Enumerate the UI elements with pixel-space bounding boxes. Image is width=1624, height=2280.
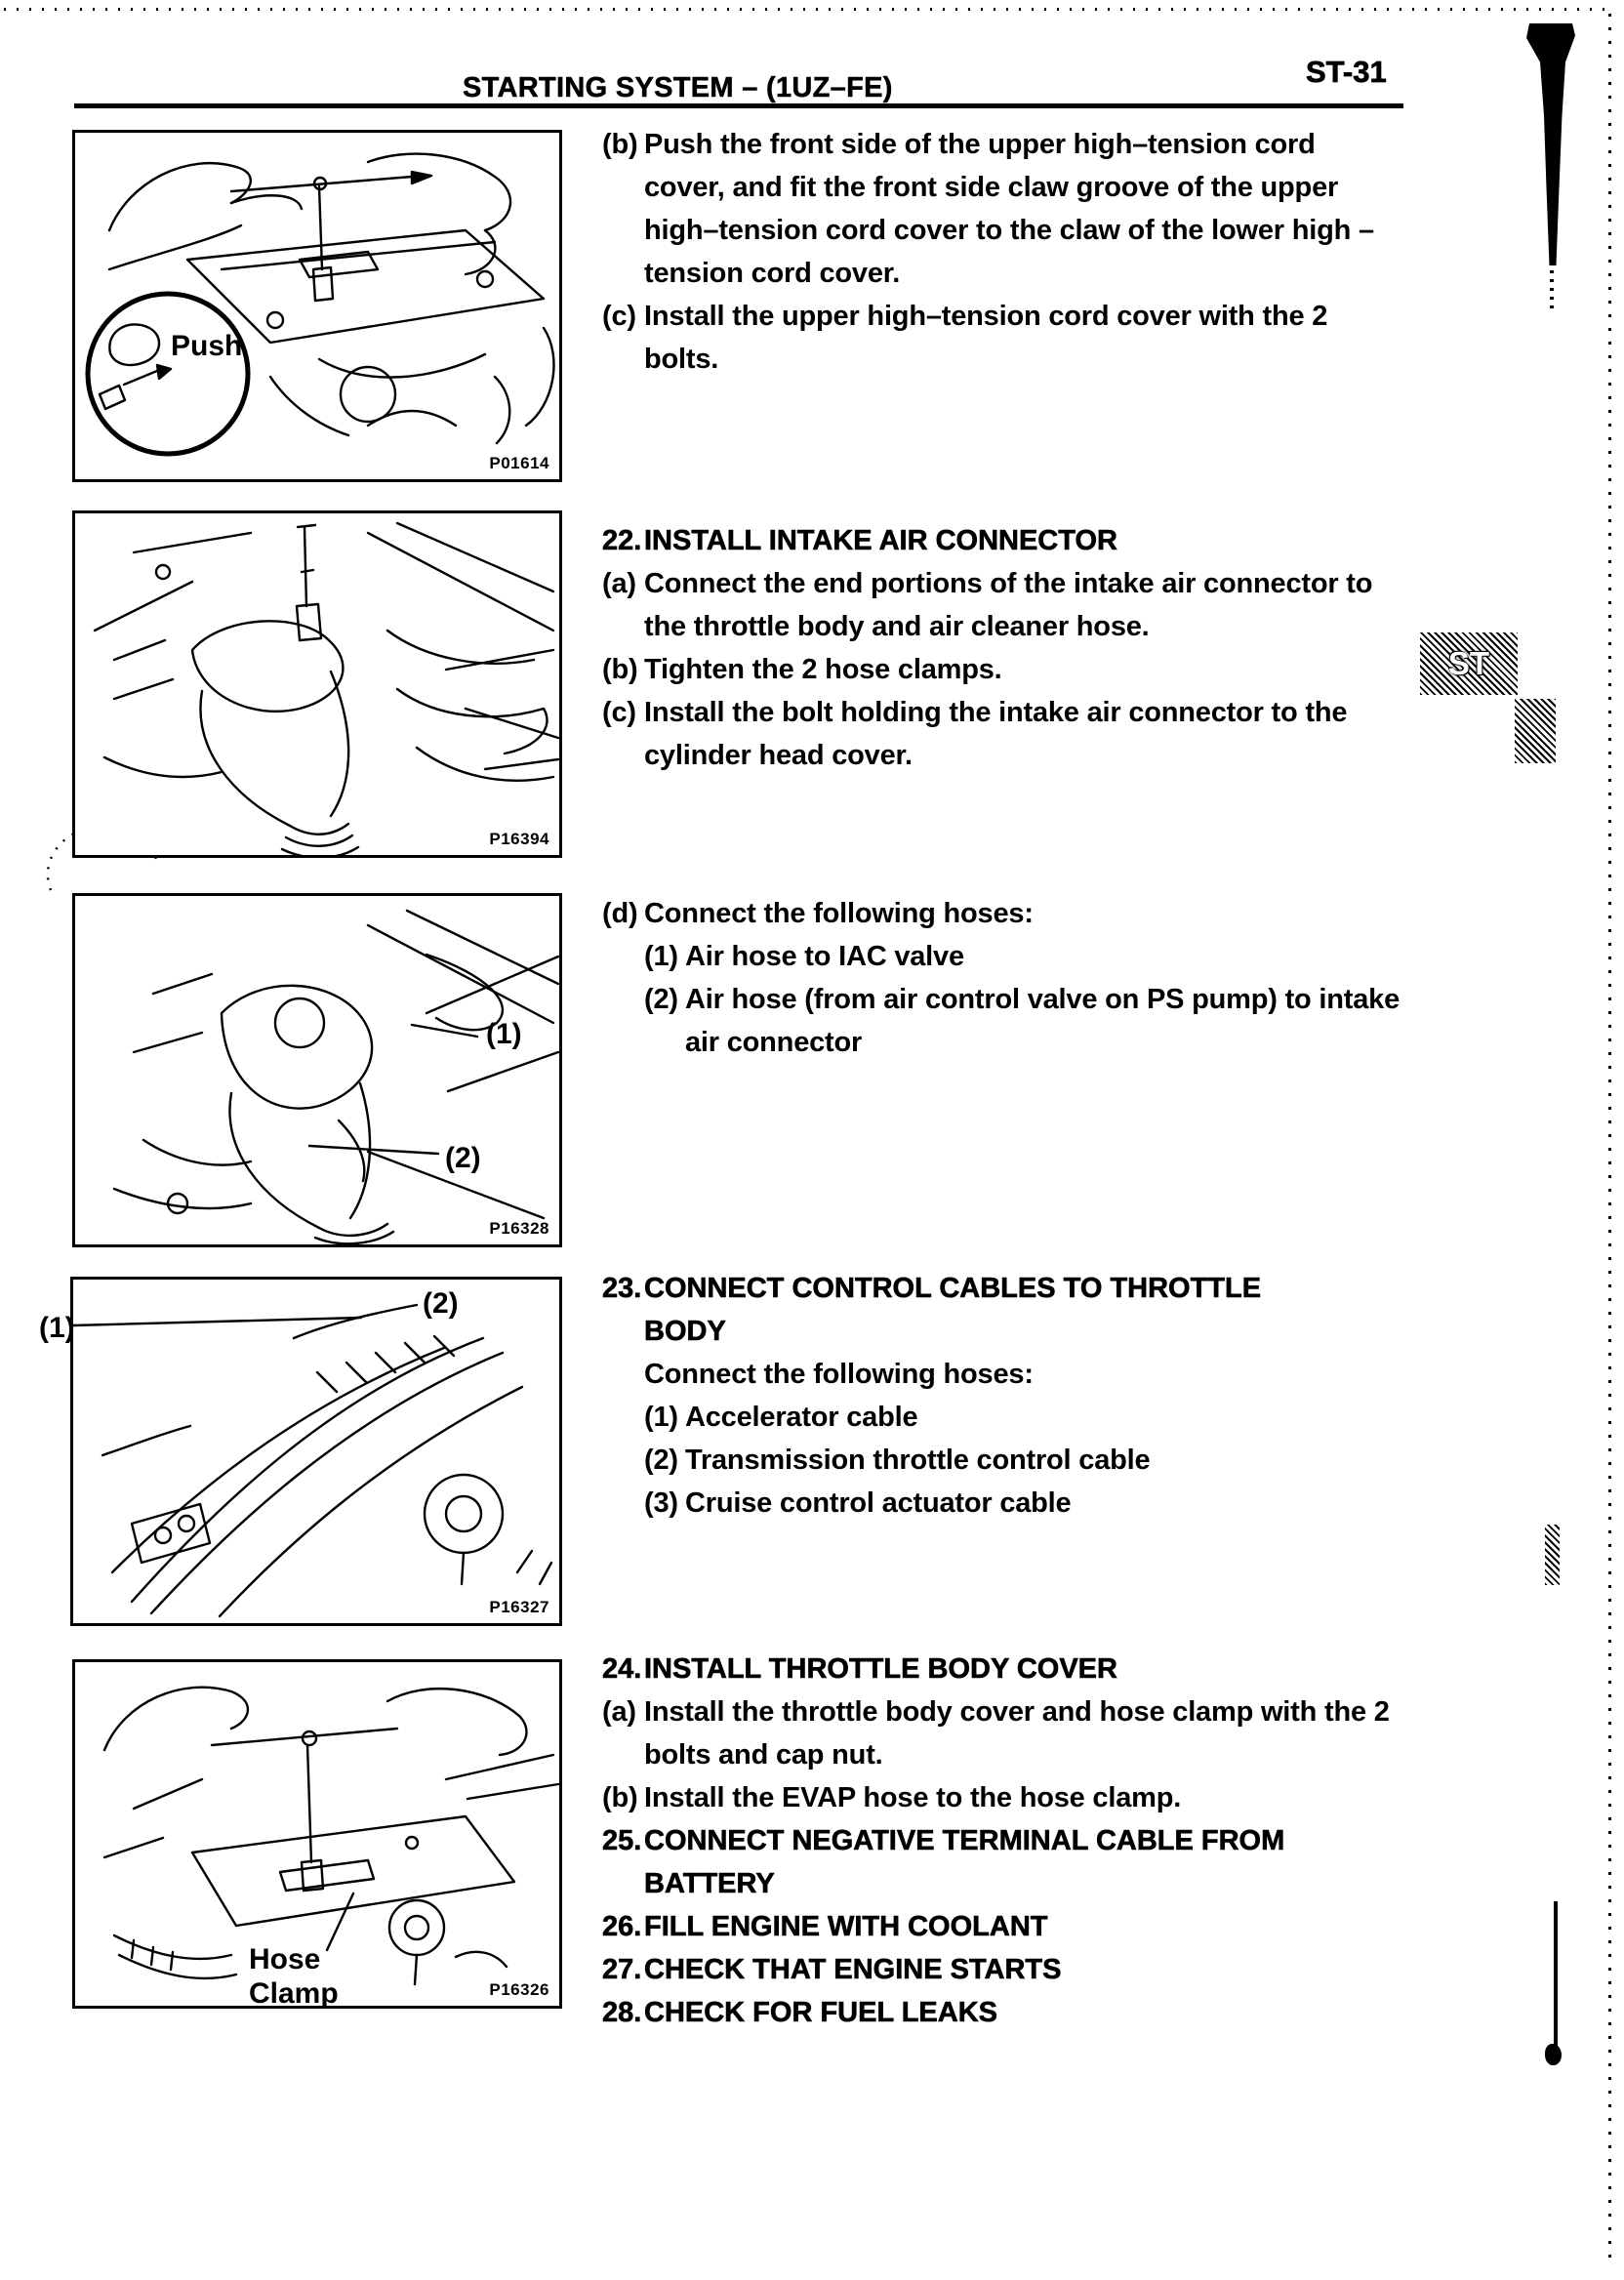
push-callout-label: Push [171,330,243,362]
item-marker: (b) [602,129,638,160]
item-marker: (1) [644,1402,678,1433]
figure-throttle-body-cover [72,1659,562,2009]
item-marker: (d) [602,898,638,929]
item-marker: (a) [602,568,636,599]
instruction-item [602,295,1427,381]
item-marker: (a) [602,1696,636,1728]
instruction-item [602,123,1427,295]
item-text: Air hose (from air control valve on PS pump) to intake air connector [685,984,1401,1058]
item-marker: (c) [602,301,636,332]
hose-1-label: (1) [486,1018,522,1050]
instruction-group-steps-24-28 [602,1648,1427,2034]
step-number: 25. [602,1825,642,1856]
hose-clamp-label-line2: Clamp [249,1977,339,2010]
instruction-subitem [602,978,1427,1064]
step-heading [602,1905,1427,1948]
item-marker: (3) [644,1487,678,1519]
figure-upper-cord-cover [72,130,562,482]
section-tab-st [1420,632,1518,695]
figure-code: P16327 [489,1598,549,1616]
item-text: Transmission throttle control cable [685,1445,1151,1476]
header-rule [74,103,1403,108]
hose-2-label: (2) [445,1142,481,1174]
figure-intake-air-connector [72,510,562,858]
step-heading [602,1819,1427,1905]
scan-artifact-top-dotted-line [4,8,1610,11]
scan-artifact-smudge-tail [1550,262,1554,314]
instruction-group-step-23 [602,1267,1427,1525]
item-text: Connect the following hoses: [644,898,1034,929]
item-text: Install the EVAP hose to the hose clamp. [644,1782,1182,1813]
step-number: 24. [602,1653,642,1685]
page-number: ST-31 [1306,55,1387,89]
item-marker: (2) [644,1445,678,1476]
step-number: 26. [602,1911,642,1942]
item-text: Install the bolt holding the intake air connector to the cylinder head cover. [644,697,1348,771]
step-title: INSTALL INTAKE AIR CONNECTOR [644,525,1117,556]
step-title: CONNECT NEGATIVE TERMINAL CABLE FROM BATTERY [644,1825,1285,1899]
instruction-subitem [602,1439,1427,1482]
cable-1-label: (1) [39,1312,75,1344]
figure-code: P16394 [489,830,549,848]
figure-code: P16326 [489,1980,549,1999]
item-text: Install the throttle body cover and hose clamp with the 2 bolts and cap nut. [644,1696,1390,1771]
item-text: Connect the end portions of the intake air connector to the throttle body and air cleaner hose. [644,568,1373,642]
item-marker: (2) [644,984,678,1015]
instruction-subitem [602,1396,1427,1439]
engine-illustration [75,896,559,1244]
item-text: Accelerator cable [685,1402,918,1433]
step-heading [602,1267,1427,1353]
instruction-group-cord-cover [602,123,1427,381]
item-text: Connect the following hoses: [644,1359,1034,1390]
step-title: INSTALL THROTTLE BODY COVER [644,1653,1117,1685]
figure-control-cables [70,1277,562,1626]
item-text: Cruise control actuator cable [685,1487,1072,1519]
step-title: CONNECT CONTROL CABLES TO THROTTLE BODY [644,1273,1262,1347]
step-number: 23. [602,1273,642,1304]
instruction-item [602,1690,1427,1776]
item-marker: (b) [602,1782,638,1813]
item-marker: (b) [602,654,638,685]
step-number: 27. [602,1954,642,1985]
instruction-group-step-22 [602,519,1427,777]
scan-artifact-hatch-strip [1545,1525,1560,1585]
page-title: STARTING SYSTEM – (1UZ–FE) [463,72,893,103]
instruction-item [602,1353,1427,1396]
step-title: FILL ENGINE WITH COOLANT [644,1911,1048,1942]
hose-clamp-label-line1: Hose [249,1943,321,1975]
step-heading [602,1991,1427,2034]
figure-hose-connections [72,893,562,1247]
section-tab-label: ST [1447,645,1490,681]
instruction-item [602,562,1427,648]
scan-artifact-hatch-square [1515,699,1556,763]
scan-artifact-ink-blob [1545,2044,1562,2065]
item-text: Tighten the 2 hose clamps. [644,654,1002,685]
step-title: CHECK FOR FUEL LEAKS [644,1997,997,2028]
item-marker: (1) [644,941,678,972]
engine-illustration [75,513,559,855]
step-title: CHECK THAT ENGINE STARTS [644,1954,1062,1985]
instruction-item [602,1776,1427,1819]
engine-illustration [73,1280,559,1623]
figure-code: P16328 [489,1219,549,1238]
instruction-item [602,648,1427,691]
instruction-item [602,691,1427,777]
item-text: Install the upper high–tension cord cover with the 2 bolts. [644,301,1328,375]
item-text: Push the front side of the upper high–tension cord cover, and fit the front side claw groove of the upper high–tension cord cover to the claw of the lower high –tension cord cover. [644,129,1374,289]
step-number: 22. [602,525,642,556]
step-heading [602,1948,1427,1991]
engine-illustration [75,133,559,479]
step-heading [602,1648,1427,1690]
scan-artifact-right-dotted-line [1608,14,1611,2268]
cable-2-label: (2) [423,1287,459,1320]
step-number: 28. [602,1997,642,2028]
step-heading [602,519,1427,562]
scan-artifact-vertical-line [1554,1901,1558,2050]
instruction-subitem [602,1482,1427,1525]
scan-artifact-top-right-smudge [1526,23,1575,265]
instruction-group-hoses [602,892,1427,1064]
item-text: Air hose to IAC valve [685,941,964,972]
instruction-item [602,892,1427,935]
instruction-subitem [602,935,1427,978]
figure-code: P01614 [489,454,549,472]
item-marker: (c) [602,697,636,728]
